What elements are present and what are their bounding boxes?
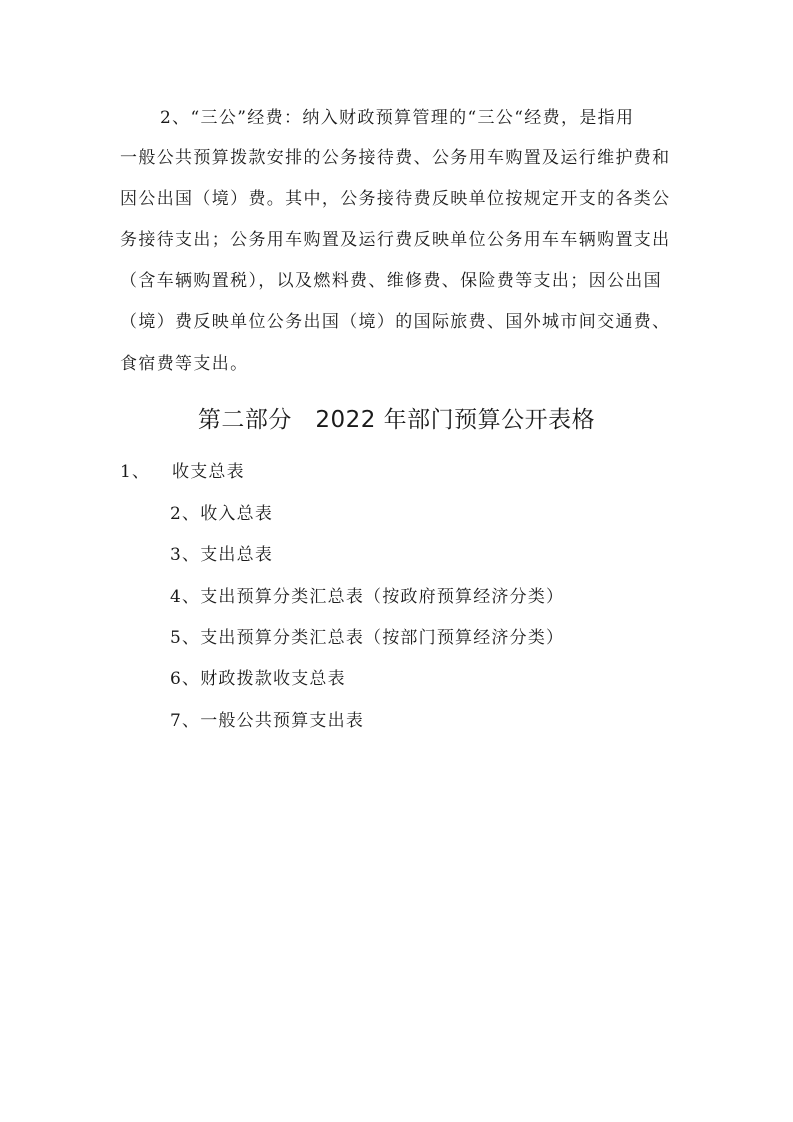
list-item: 7、一般公共预算支出表 <box>170 711 365 731</box>
list-item-number: 1、 <box>120 462 151 482</box>
list-item <box>120 461 245 483</box>
paragraph-line: 2、“三公”经费：纳入财政预算管理的“三公“经费，是指用 <box>160 108 635 128</box>
paragraph-line: （境）费反映单位公务出国（境）的国际旅费、国外城市间交通费、 <box>120 312 671 332</box>
list-item-label: 收支总表 <box>172 462 245 482</box>
list-item: 5、支出预算分类汇总表（按部门预算经济分类） <box>170 628 565 648</box>
list-item: 2、收入总表 <box>170 504 274 524</box>
section-heading: 第二部分 2022 年部门预算公开表格 <box>197 407 596 433</box>
paragraph-line: （含车辆购置税），以及燃料费、维修费、保险费等支出；因公出国 <box>120 271 662 291</box>
paragraph-line: 因公出国（境）费。其中，公务接待费反映单位按规定开支的各类公 <box>120 189 671 209</box>
list-item: 4、支出预算分类汇总表（按政府预算经济分类） <box>170 587 565 607</box>
paragraph-line: 务接待支出；公务用车购置及运行费反映单位公务用车车辆购置支出 <box>120 230 671 250</box>
paragraph-line: 食宿费等支出。 <box>120 354 249 374</box>
list-item: 3、支出总表 <box>170 545 274 565</box>
paragraph-line: 一般公共预算拨款安排的公务接待费、公务用车购置及运行维护费和 <box>120 148 671 168</box>
list-item: 6、财政拨款收支总表 <box>170 669 346 689</box>
